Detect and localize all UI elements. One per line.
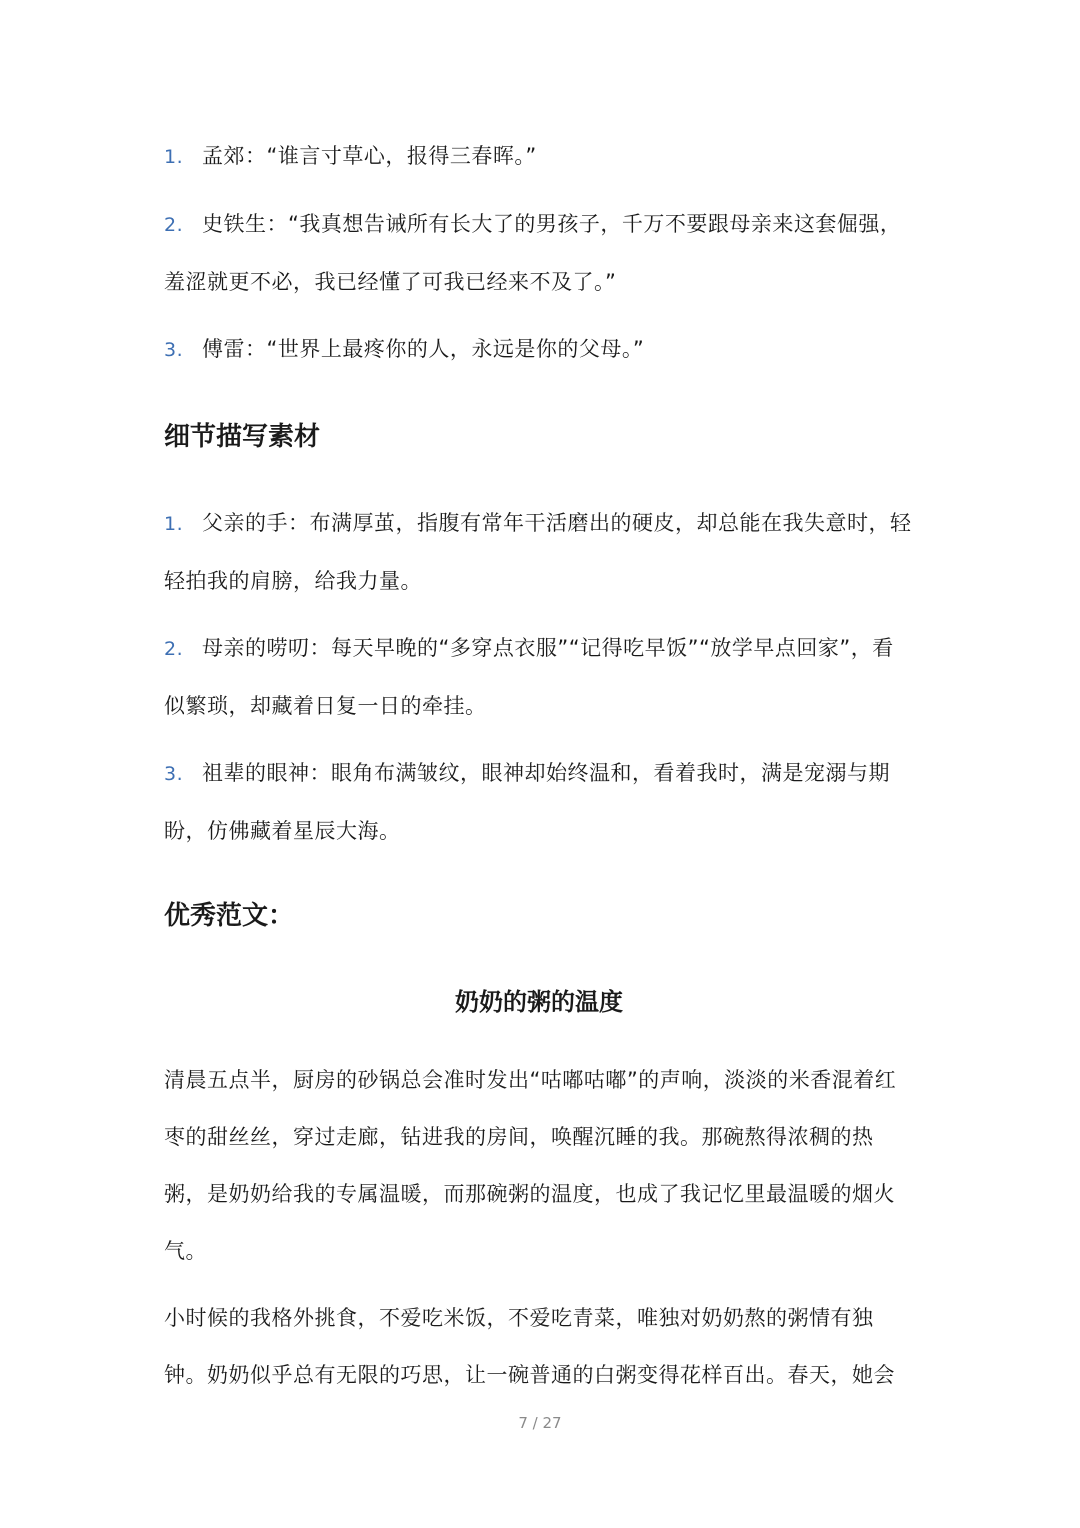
list-number: 3. bbox=[164, 339, 184, 361]
essay-title: 奶奶的粥的温度 bbox=[455, 988, 623, 1016]
list-number: 1. bbox=[164, 146, 184, 168]
quote-text: 孟郊：“谁言寸草心，报得三春晖。” bbox=[202, 144, 537, 168]
quote-item bbox=[164, 196, 914, 311]
quote-text: 傅雷：“世界上最疼你的人，永远是你的父母。” bbox=[202, 337, 645, 361]
list-number: 2. bbox=[164, 214, 184, 236]
list-number: 3. bbox=[164, 763, 184, 785]
detail-item bbox=[164, 620, 914, 735]
detail-text: 祖辈的眼神：眼角布满皱纹，眼神却始终温和，看着我时，满是宠溺与期盼，仿佛藏着星辰大海。 bbox=[164, 761, 890, 843]
page-content bbox=[164, 128, 914, 1414]
detail-text: 母亲的唠叨：每天早晚的“多穿点衣服”“记得吃早饭”“放学早点回家”，看似繁琐，却藏着日复一日的牵挂。 bbox=[164, 636, 894, 718]
detail-item bbox=[164, 745, 914, 860]
section-heading-essay: 优秀范文： bbox=[164, 901, 295, 931]
quote-text: 史铁生：“我真想告诫所有长大了的男孩子，千万不要跟母亲来这套倔强，羞涩就更不必，我已经懂了可我已经来不及了。” bbox=[164, 212, 902, 294]
section-heading-detail: 细节描写素材 bbox=[164, 422, 321, 452]
quote-item bbox=[164, 321, 914, 379]
detail-text: 父亲的手：布满厚茧，指腹有常年干活磨出的硬皮，却总能在我失意时，轻轻拍我的肩膀，给我力量。 bbox=[164, 511, 912, 593]
page-number: 7 / 27 bbox=[518, 1414, 562, 1432]
list-number: 1. bbox=[164, 513, 184, 535]
essay-paragraph: 小时候的我格外挑食，不爱吃米饭，不爱吃青菜，唯独对奶奶熬的粥情有独钟。奶奶似乎总有无限的巧思，让一碗普通的白粥变得花样百出。春天，她会 bbox=[164, 1306, 895, 1387]
list-number: 2. bbox=[164, 638, 184, 660]
quote-item bbox=[164, 128, 914, 186]
essay-paragraph: 清晨五点半，厨房的砂锅总会准时发出“咕嘟咕嘟”的声响，淡淡的米香混着红枣的甜丝丝，穿过走廊，钻进我的房间，唤醒沉睡的我。那碗熬得浓稠的热粥，是奶奶给我的专属温暖，而那碗粥的温度，也成了我记忆里最温暖的烟火气。 bbox=[164, 1068, 897, 1263]
detail-item bbox=[164, 495, 914, 610]
